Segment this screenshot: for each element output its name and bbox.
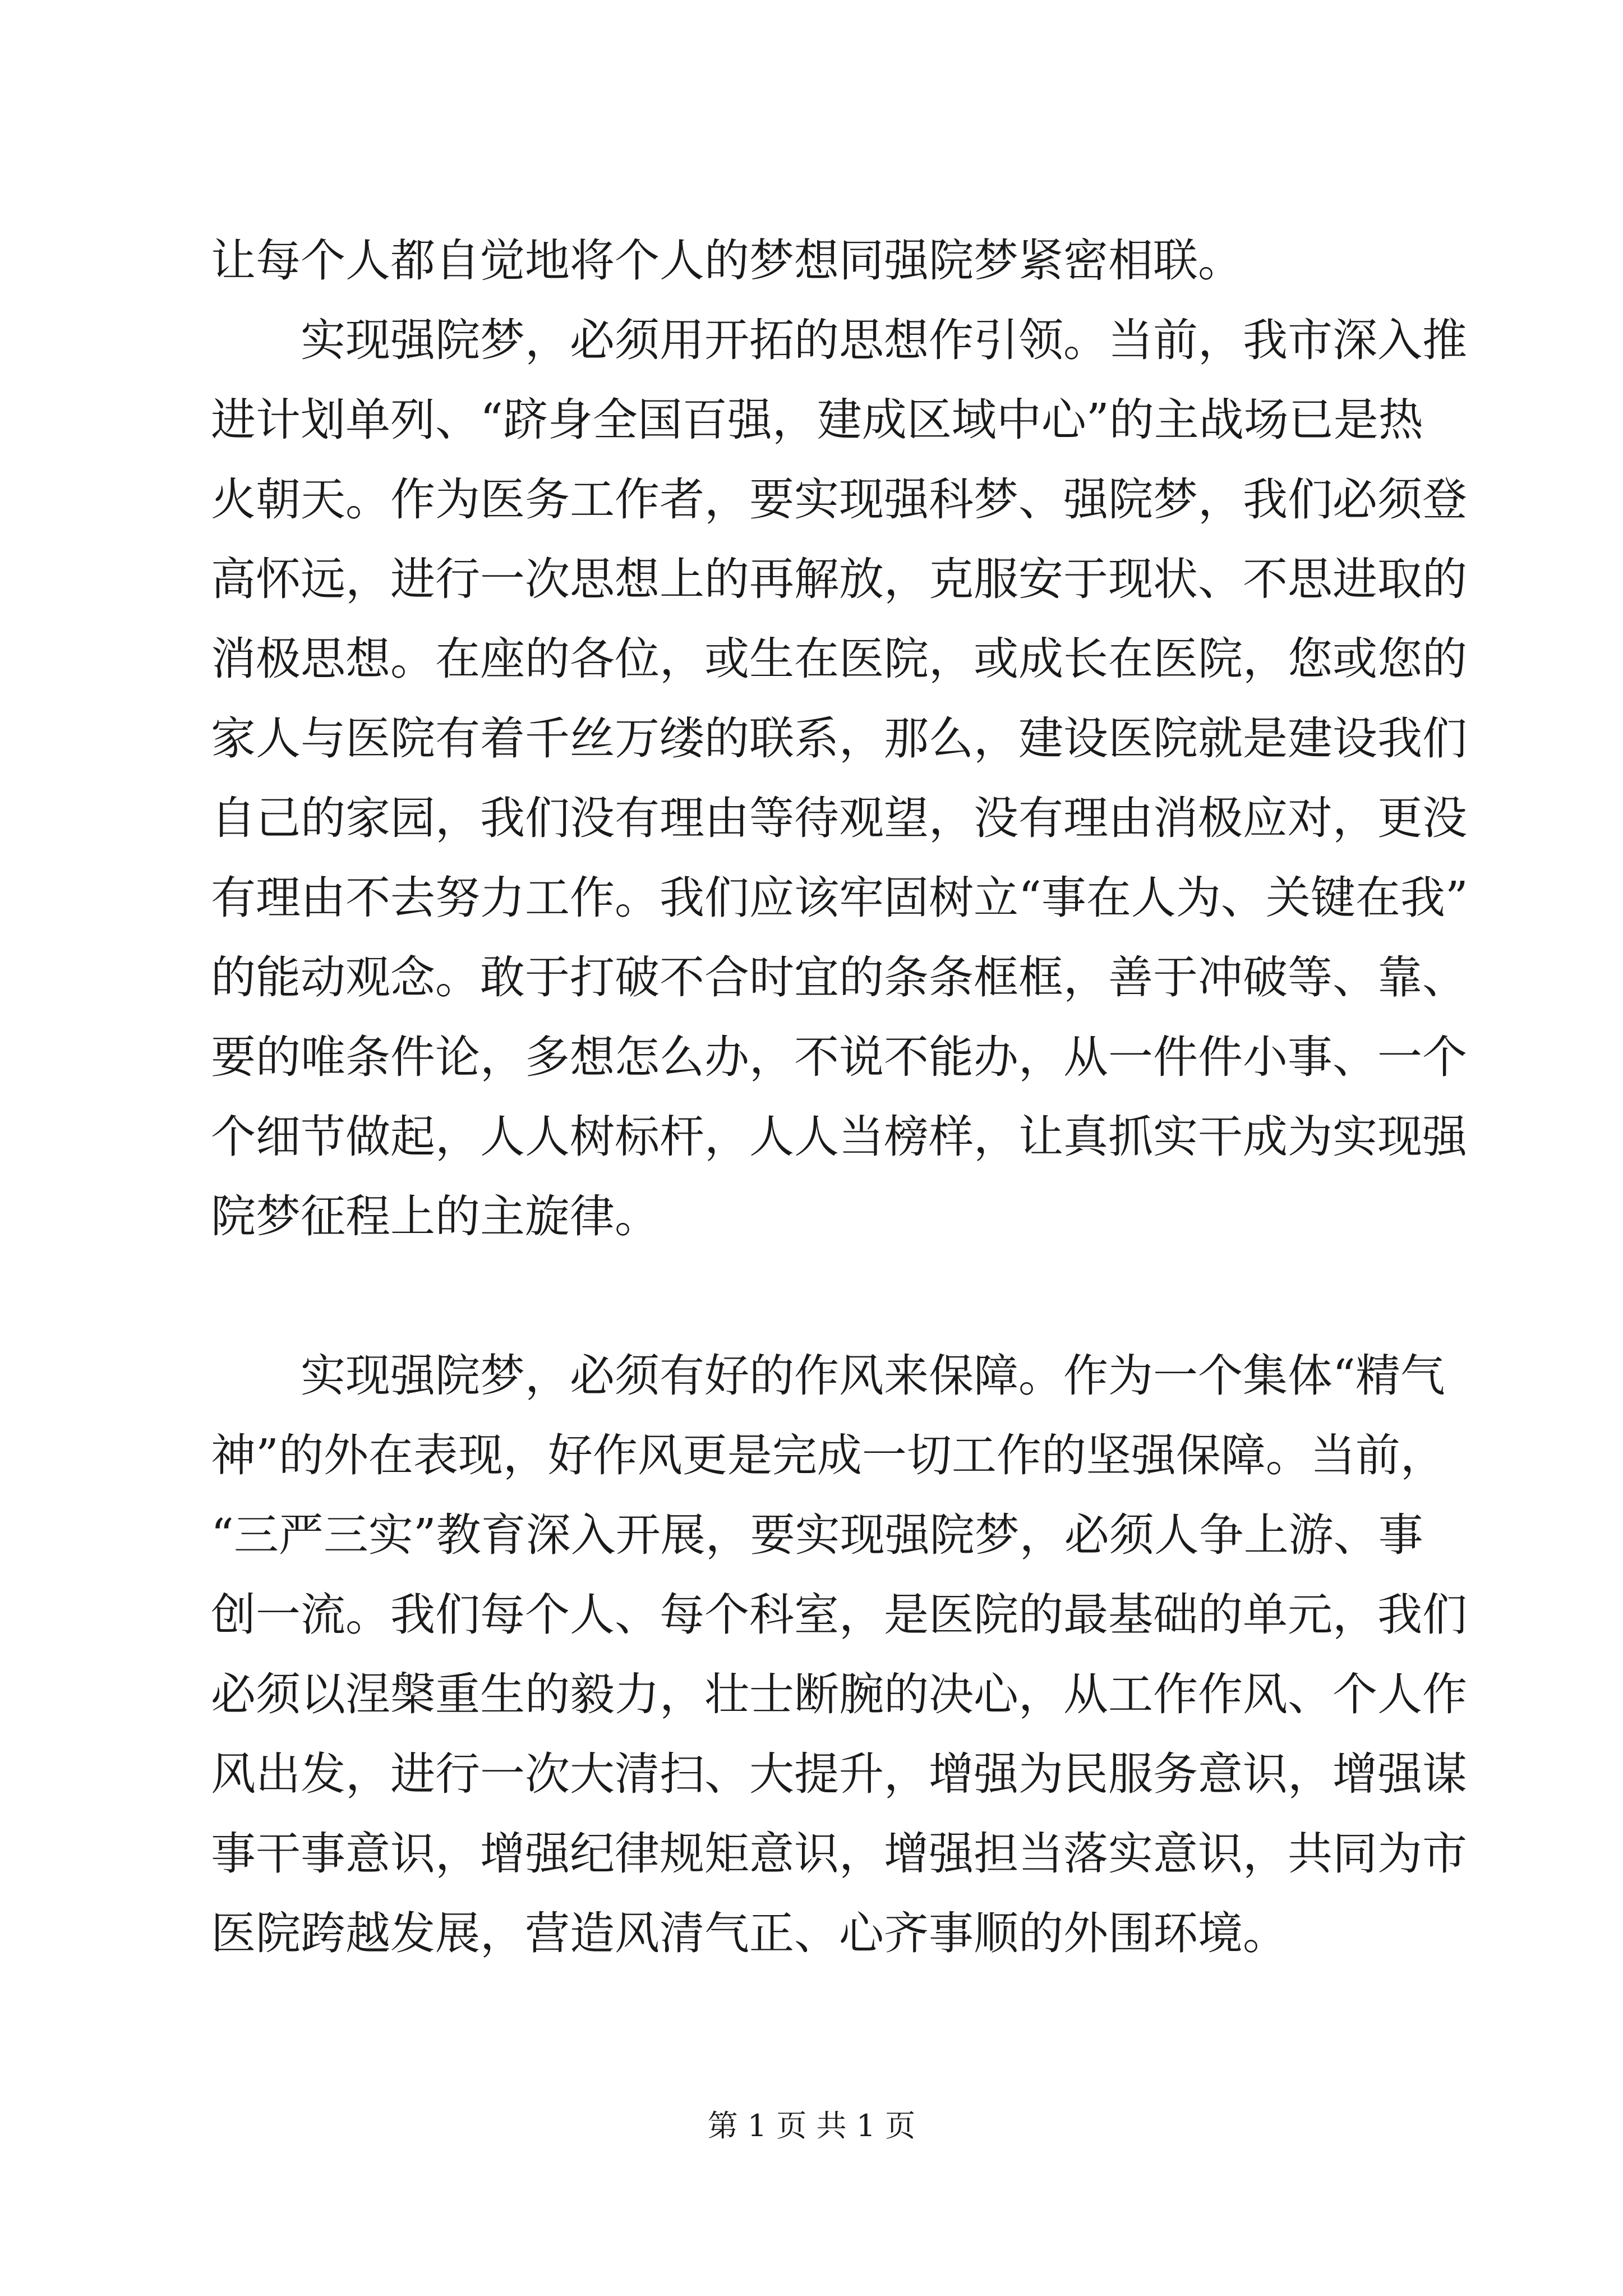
paragraph-3-line-7: 事干事意识，增强纪律规矩意识，增强担当落实意识，共同为市 (211, 1828, 1467, 1880)
paragraph-3-line-4: 创一流。我们每个人、每个科室，是医院的最基础的单元，我们 (211, 1589, 1467, 1641)
paragraph-2-line-5: 消极思想。在座的各位，或生在医院，或成长在医院，您或您的 (211, 633, 1467, 685)
paragraph-2-line-8: 有理由不去努力工作。我们应该牢固树立“事在人为、关键在我” (211, 872, 1468, 924)
paragraph-2-line-9: 的能动观念。敢于打破不合时宜的条条框框，善于冲破等、靠、 (211, 951, 1467, 1004)
paragraph-2-line-6: 家人与医院有着千丝万缕的联系，那么，建设医院就是建设我们 (211, 712, 1467, 765)
paragraph-2-line-1: 实现强院梦，必须用开拓的思想作引领。当前，我市深入推 (301, 314, 1467, 366)
paragraph-3-line-8: 医院跨越发展，营造风清气正、心齐事顺的外围环境。 (211, 1907, 1288, 1959)
paragraph-3-line-1: 实现强院梦，必须有好的作风来保障。作为一个集体“精气 (301, 1350, 1445, 1402)
paragraph-3-line-6: 风出发，进行一次大清扫、大提升，增强为民服务意识，增强谋 (211, 1748, 1467, 1800)
paragraph-3-line-5: 必须以涅槃重生的毅力，壮士断腕的决心，从工作作风、个人作 (211, 1668, 1467, 1720)
paragraph-2-line-3: 火朝天。作为医务工作者，要实现强科梦、强院梦，我们必须登 (211, 473, 1467, 526)
paragraph-2-line-7: 自己的家园，我们没有理由等待观望，没有理由消极应对，更没 (211, 792, 1467, 844)
paragraph-2-line-12: 院梦征程上的主旋律。 (211, 1190, 660, 1243)
paragraph-3-line-3: “三严三实”教育深入开展，要实现强院梦，必须人争上游、事 (211, 1509, 1423, 1561)
paragraph-3-line-2: 神”的外在表现，好作风更是完成一切工作的坚强保障。当前， (211, 1429, 1445, 1481)
page-footer: 第 1 页 共 1 页 (707, 2108, 916, 2143)
paragraph-2-line-10: 要的唯条件论，多想怎么办，不说不能办，从一件件小事、一个 (211, 1031, 1467, 1083)
paragraph-2-line-2: 进计划单列、“跻身全国百强，建成区域中心”的主战场已是热 (211, 394, 1423, 446)
paragraph-2-line-11: 个细节做起，人人树标杆，人人当榜样，让真抓实干成为实现强 (211, 1111, 1467, 1163)
paragraph-2-line-4: 高怀远，进行一次思想上的再解放，克服安于现状、不思进取的 (211, 553, 1467, 605)
paragraph-1-line-1: 让每个人都自觉地将个人的梦想同强院梦紧密相联。 (211, 234, 1243, 287)
